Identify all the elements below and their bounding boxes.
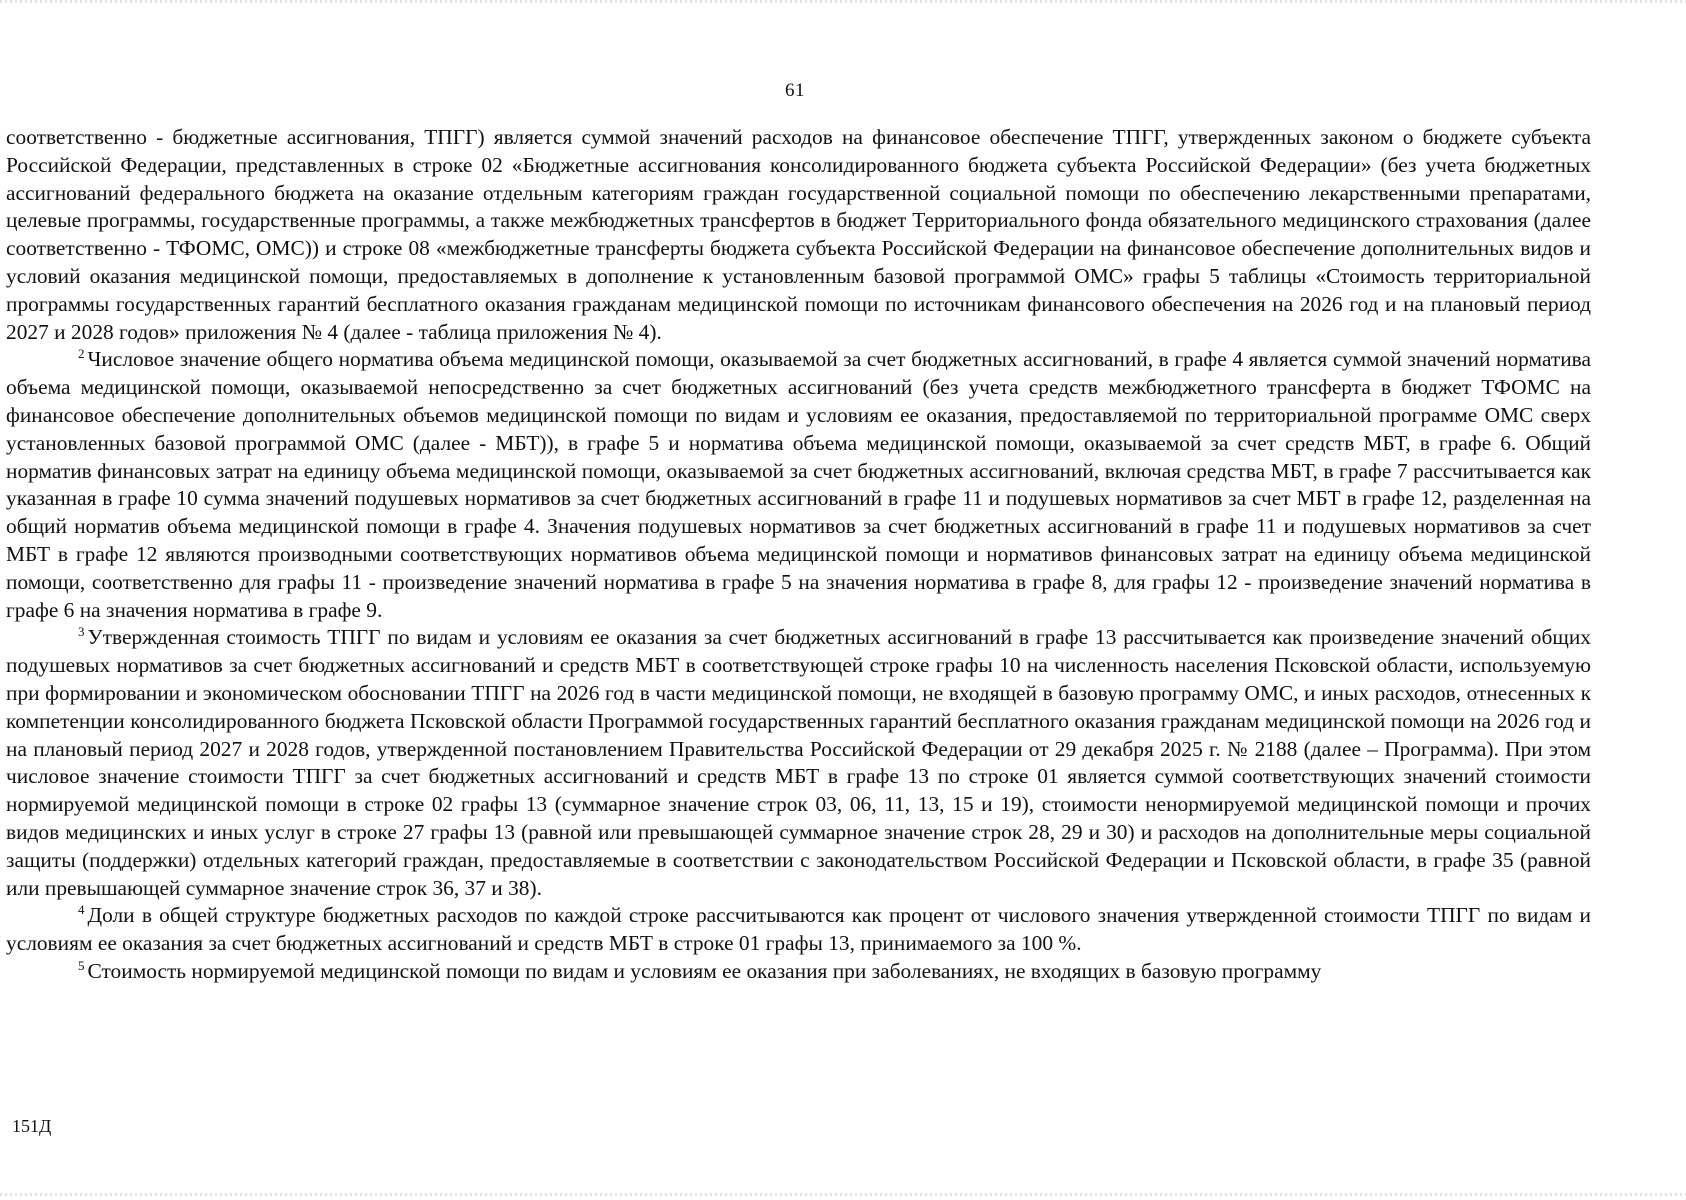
footnote-marker: 4 — [78, 902, 85, 918]
footnote-3 — [6, 624, 1591, 902]
footnote-4 — [6, 902, 1591, 958]
document-code: 151Д — [12, 1116, 52, 1136]
scan-edge-bottom — [0, 1193, 1686, 1196]
paragraph-continuation — [6, 124, 1591, 346]
scan-edge-top — [0, 0, 1686, 3]
paragraph-text: Числовое значение общего норматива объема медицинской помощи, оказываемой за счет бюджетных ассигнований, в графе 4 является суммой значений норматива объема медицинской помощи, оказываемой непосредственно за счет бюджетных ассигнований (без учета средств межбюджетного трансферта в бюджет ТФОМС на финансовое обеспечение дополнительных объемов медицинской помощи по видам и условиям ее оказания, предоставляемой по территориальной программе ОМС сверх установленных базовой программой ОМС (далее - МБТ)), в графе 5 и норматива объема медицинской помощи, оказываемой за счет средств МБТ, в графе 6. Общий норматив финансовых затрат на единицу объема медицинской помощи, оказываемой за счет бюджетных ассигнований, включая средства МБТ, в графе 7 рассчитывается как указанная в графе 10 сумма значений подушевых нормативов за счет бюджетных ассигнований в графе 11 и подушевых нормативов за счет МБТ в графе 12, разделенная на общий норматив объема медицинской помощи в графе 4. Значения подушевых нормативов за счет бюджетных ассигнований в графе 11 и подушевых нормативов за счет МБТ в графе 12 являются производными соответствующих нормативов объема медицинской помощи и нормативов финансовых затрат на единицу объема медицинской помощи, соответственно для графы 11 - произведение значений норматива в графе 5 на значения норматива в графе 8, для графы 12 - произведение значений норматива в графе 6 на значения норматива в графе 9. — [6, 347, 1591, 622]
page-number: 61 — [785, 80, 805, 101]
paragraph-text: Утвержденная стоимость ТПГГ по видам и условиям ее оказания за счет бюджетных ассигнований в графе 13 рассчитывается как произведение значений общих подушевых нормативов за счет бюджетных ассигнований и средств МБТ в соответствующей строке графы 10 на численность населения Псковской области, используемую при формировании и экономическом обосновании ТПГГ на 2026 год в части медицинской помощи, не входящей в базовую программу ОМС, и иных расходов, отнесенных к компетенции консолидированного бюджета Псковской области Программой государственных гарантий бесплатного оказания гражданам медицинской помощи на 2026 год и на плановый период 2027 и 2028 годов, утвержденной постановлением Правительства Российской Федерации от 29 декабря 2025 г. № 2188 (далее – Программа). При этом числовое значение стоимости ТПГГ за счет бюджетных ассигнований и средств МБТ в графе 13 по строке 01 является суммой соответствующих значений стоимости нормируемой медицинской помощи в строке 02 графы 13 (суммарное значение строк 03, 06, 11, 13, 15 и 19), стоимости ненормируемой медицинской помощи и прочих видов медицинских и иных услуг в строке 27 графы 13 (равной или превышающей суммарное значение строк 28, 29 и 30) и расходов на дополнительные меры социальной защиты (поддержки) отдельных категорий граждан, предоставляемые в соответствии с законодательством Российской Федерации и Псковской области, в графе 35 (равной или превышающей суммарное значение строк 36, 37 и 38). — [6, 625, 1591, 900]
document-body — [6, 124, 1591, 986]
footnote-5 — [6, 958, 1591, 986]
footnote-marker: 2 — [78, 346, 85, 362]
footnote-marker: 3 — [78, 624, 85, 640]
footnote-marker: 5 — [78, 957, 85, 973]
paragraph-text: Стоимость нормируемой медицинской помощи по видам и условиям ее оказания при заболеваниях, не входящих в базовую программу — [87, 958, 1322, 983]
paragraph-text: соответственно - бюджетные ассигнования, ТПГГ) является суммой значений расходов на финансовое обеспечение ТПГГ, утвержденных законом о бюджете субъекта Российской Федерации, представленных в строке 02 «Бюджетные ассигнования консолидированного бюджета субъекта Российской Федерации» (без учета бюджетных ассигнований федерального бюджета на оказание отдельным категориям граждан государственной социальной помощи по обеспечению лекарственными препаратами, целевые программы, государственные программы, а также межбюджетных трансфертов в бюджет Территориального фонда обязательного медицинского страхования (далее соответственно - ТФОМС, ОМС)) и строке 08 «межбюджетные трансферты бюджета субъекта Российской Федерации на финансовое обеспечение дополнительных видов и условий оказания медицинской помощи, предоставляемых в дополнение к установленным базовой программой ОМС» графы 5 таблицы «Стоимость территориальной программы государственных гарантий бесплатного оказания гражданам медицинской помощи по источникам финансового обеспечения на 2026 год и на плановый период 2027 и 2028 годов» приложения № 4 (далее - таблица приложения № 4). — [6, 125, 1591, 344]
footnote-2 — [6, 346, 1591, 624]
paragraph-text: Доли в общей структуре бюджетных расходов по каждой строке рассчитываются как процент от числового значения утвержденной стоимости ТПГГ по видам и условиям ее оказания за счет бюджетных ассигнований и средств МБТ в строке 01 графы 13, принимаемого за 100 %. — [6, 903, 1591, 956]
